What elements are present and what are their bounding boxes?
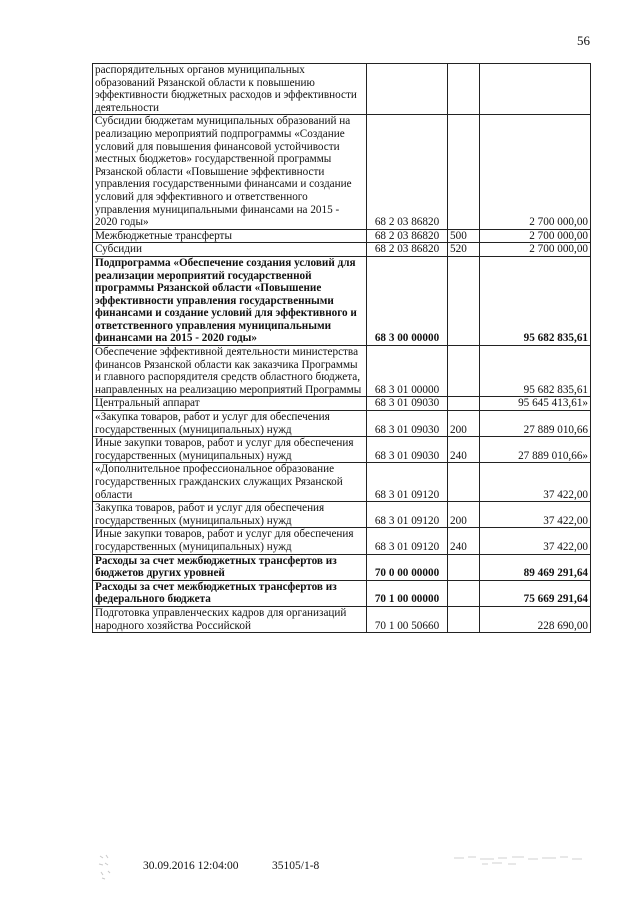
row-sum-cell [480,64,591,115]
footer-date: 30.09.2016 12:04:00 [143,860,239,872]
row-name-cell: распорядительных органов муниципальных образований Рязанской области к повышению эффективности бюджетных расходов и эффективности деятельности [93,64,367,115]
row-sum-cell: 95 682 835,61 [480,256,591,345]
row-sum-cell: 95 682 835,61 [480,346,591,397]
row-code-cell: 68 3 01 09120 [367,502,448,528]
row-code-cell: 70 0 00 00000 [367,554,448,580]
row-sum-cell: 2 700 000,00 [480,243,591,257]
row-sum-cell: 27 889 010,66 [480,411,591,437]
row-sum-cell: 2 700 000,00 [480,229,591,243]
row-sum-cell: 228 690,00 [480,606,591,632]
table-row [93,554,591,580]
row-sum-cell: 37 422,00 [480,502,591,528]
row-code-cell: 68 2 03 86820 [367,115,448,229]
row-code-cell [367,64,448,115]
table-row [93,256,591,345]
row-type-cell [448,606,480,632]
row-type-cell [448,256,480,345]
row-code-cell: 68 2 03 86820 [367,229,448,243]
page-number: 56 [577,33,590,48]
row-name-cell: Субсидии [93,243,367,257]
row-code-cell: 70 1 00 00000 [367,580,448,606]
row-type-cell: 200 [448,411,480,437]
row-code-cell: 68 3 01 09030 [367,411,448,437]
row-name-cell: Расходы за счет межбюджетных трансфертов из бюджетов других уровней [93,554,367,580]
row-sum-cell: 2 700 000,00 [480,115,591,229]
row-code-cell: 68 3 01 00000 [367,346,448,397]
row-name-cell: «Закупка товаров, работ и услуг для обеспечения государственных (муниципальных) нужд [93,411,367,437]
row-sum-cell: 37 422,00 [480,528,591,554]
row-name-cell: Иные закупки товаров, работ и услуг для обеспечения государственных (муниципальных) нужд [93,437,367,463]
scan-mark-icon [97,852,123,882]
row-code-cell: 68 3 01 09030 [367,437,448,463]
row-sum-cell: 27 889 010,66» [480,437,591,463]
table-row [93,64,591,115]
row-code-cell: 68 2 03 86820 [367,243,448,257]
row-code-cell: 70 1 00 50660 [367,606,448,632]
table-row [93,411,591,437]
row-type-cell: 240 [448,437,480,463]
table-row [93,437,591,463]
table-row [93,606,591,632]
row-type-cell [448,115,480,229]
table-row [93,243,591,257]
row-name-cell: Межбюджетные трансферты [93,229,367,243]
row-type-cell: 200 [448,502,480,528]
row-sum-cell: 75 669 291,64 [480,580,591,606]
table-row [93,580,591,606]
row-sum-cell: 95 645 413,61» [480,397,591,411]
table-row [93,502,591,528]
row-name-cell: Подготовка управленческих кадров для организаций народного хозяйства Российской [93,606,367,632]
row-type-cell: 520 [448,243,480,257]
row-name-cell: Подпрограмма «Обеспечение создания условий для реализации мероприятий государственной программы Рязанской области «Повышение эффективности управления государственными финансами и создание условий для эффективного и ответственного управления муниципальными финансами на 2015 - 2020 годы» [93,256,367,345]
budget-table [92,63,591,633]
row-name-cell: Иные закупки товаров, работ и услуг для обеспечения государственных (муниципальных) нужд [93,528,367,554]
stamp-smudge-icon [452,853,584,867]
row-type-cell: 500 [448,229,480,243]
row-name-cell: Обеспечение эффективной деятельности министерства финансов Рязанской области как заказчика Программы и главного распорядителя средств областного бюджета, направленных на реализацию мероприятий Программы [93,346,367,397]
row-name-cell: Субсидии бюджетам муниципальных образований на реализацию мероприятий подпрограммы «Создание условий для повышения финансовой устойчивости местных бюджетов» государственной программы Рязанской области «Повышение эффективности управления государственными финансами и создание условий для эффективного и ответственного управления муниципальными финансами на 2015 - 2020 годы» [93,115,367,229]
row-type-cell [448,463,480,502]
row-code-cell: 68 3 01 09030 [367,397,448,411]
budget-table-body [93,64,591,633]
row-type-cell: 240 [448,528,480,554]
table-row [93,463,591,502]
table-row [93,346,591,397]
row-type-cell [448,554,480,580]
row-type-cell [448,346,480,397]
row-sum-cell: 89 469 291,64 [480,554,591,580]
table-row [93,115,591,229]
row-name-cell: Закупка товаров, работ и услуг для обеспечения государственных (муниципальных) нужд [93,502,367,528]
row-name-cell: Центральный аппарат [93,397,367,411]
row-sum-cell: 37 422,00 [480,463,591,502]
row-type-cell [448,580,480,606]
table-row [93,528,591,554]
row-code-cell: 68 3 01 09120 [367,528,448,554]
row-type-cell [448,397,480,411]
row-code-cell: 68 3 01 09120 [367,463,448,502]
table-row [93,229,591,243]
row-name-cell: «Дополнительное профессиональное образование государственных гражданских служащих Рязанской области [93,463,367,502]
row-code-cell: 68 3 00 00000 [367,256,448,345]
row-name-cell: Расходы за счет межбюджетных трансфертов из федерального бюджета [93,580,367,606]
footer-document-number: 35105/1-8 [272,860,320,872]
table-row [93,397,591,411]
row-type-cell [448,64,480,115]
